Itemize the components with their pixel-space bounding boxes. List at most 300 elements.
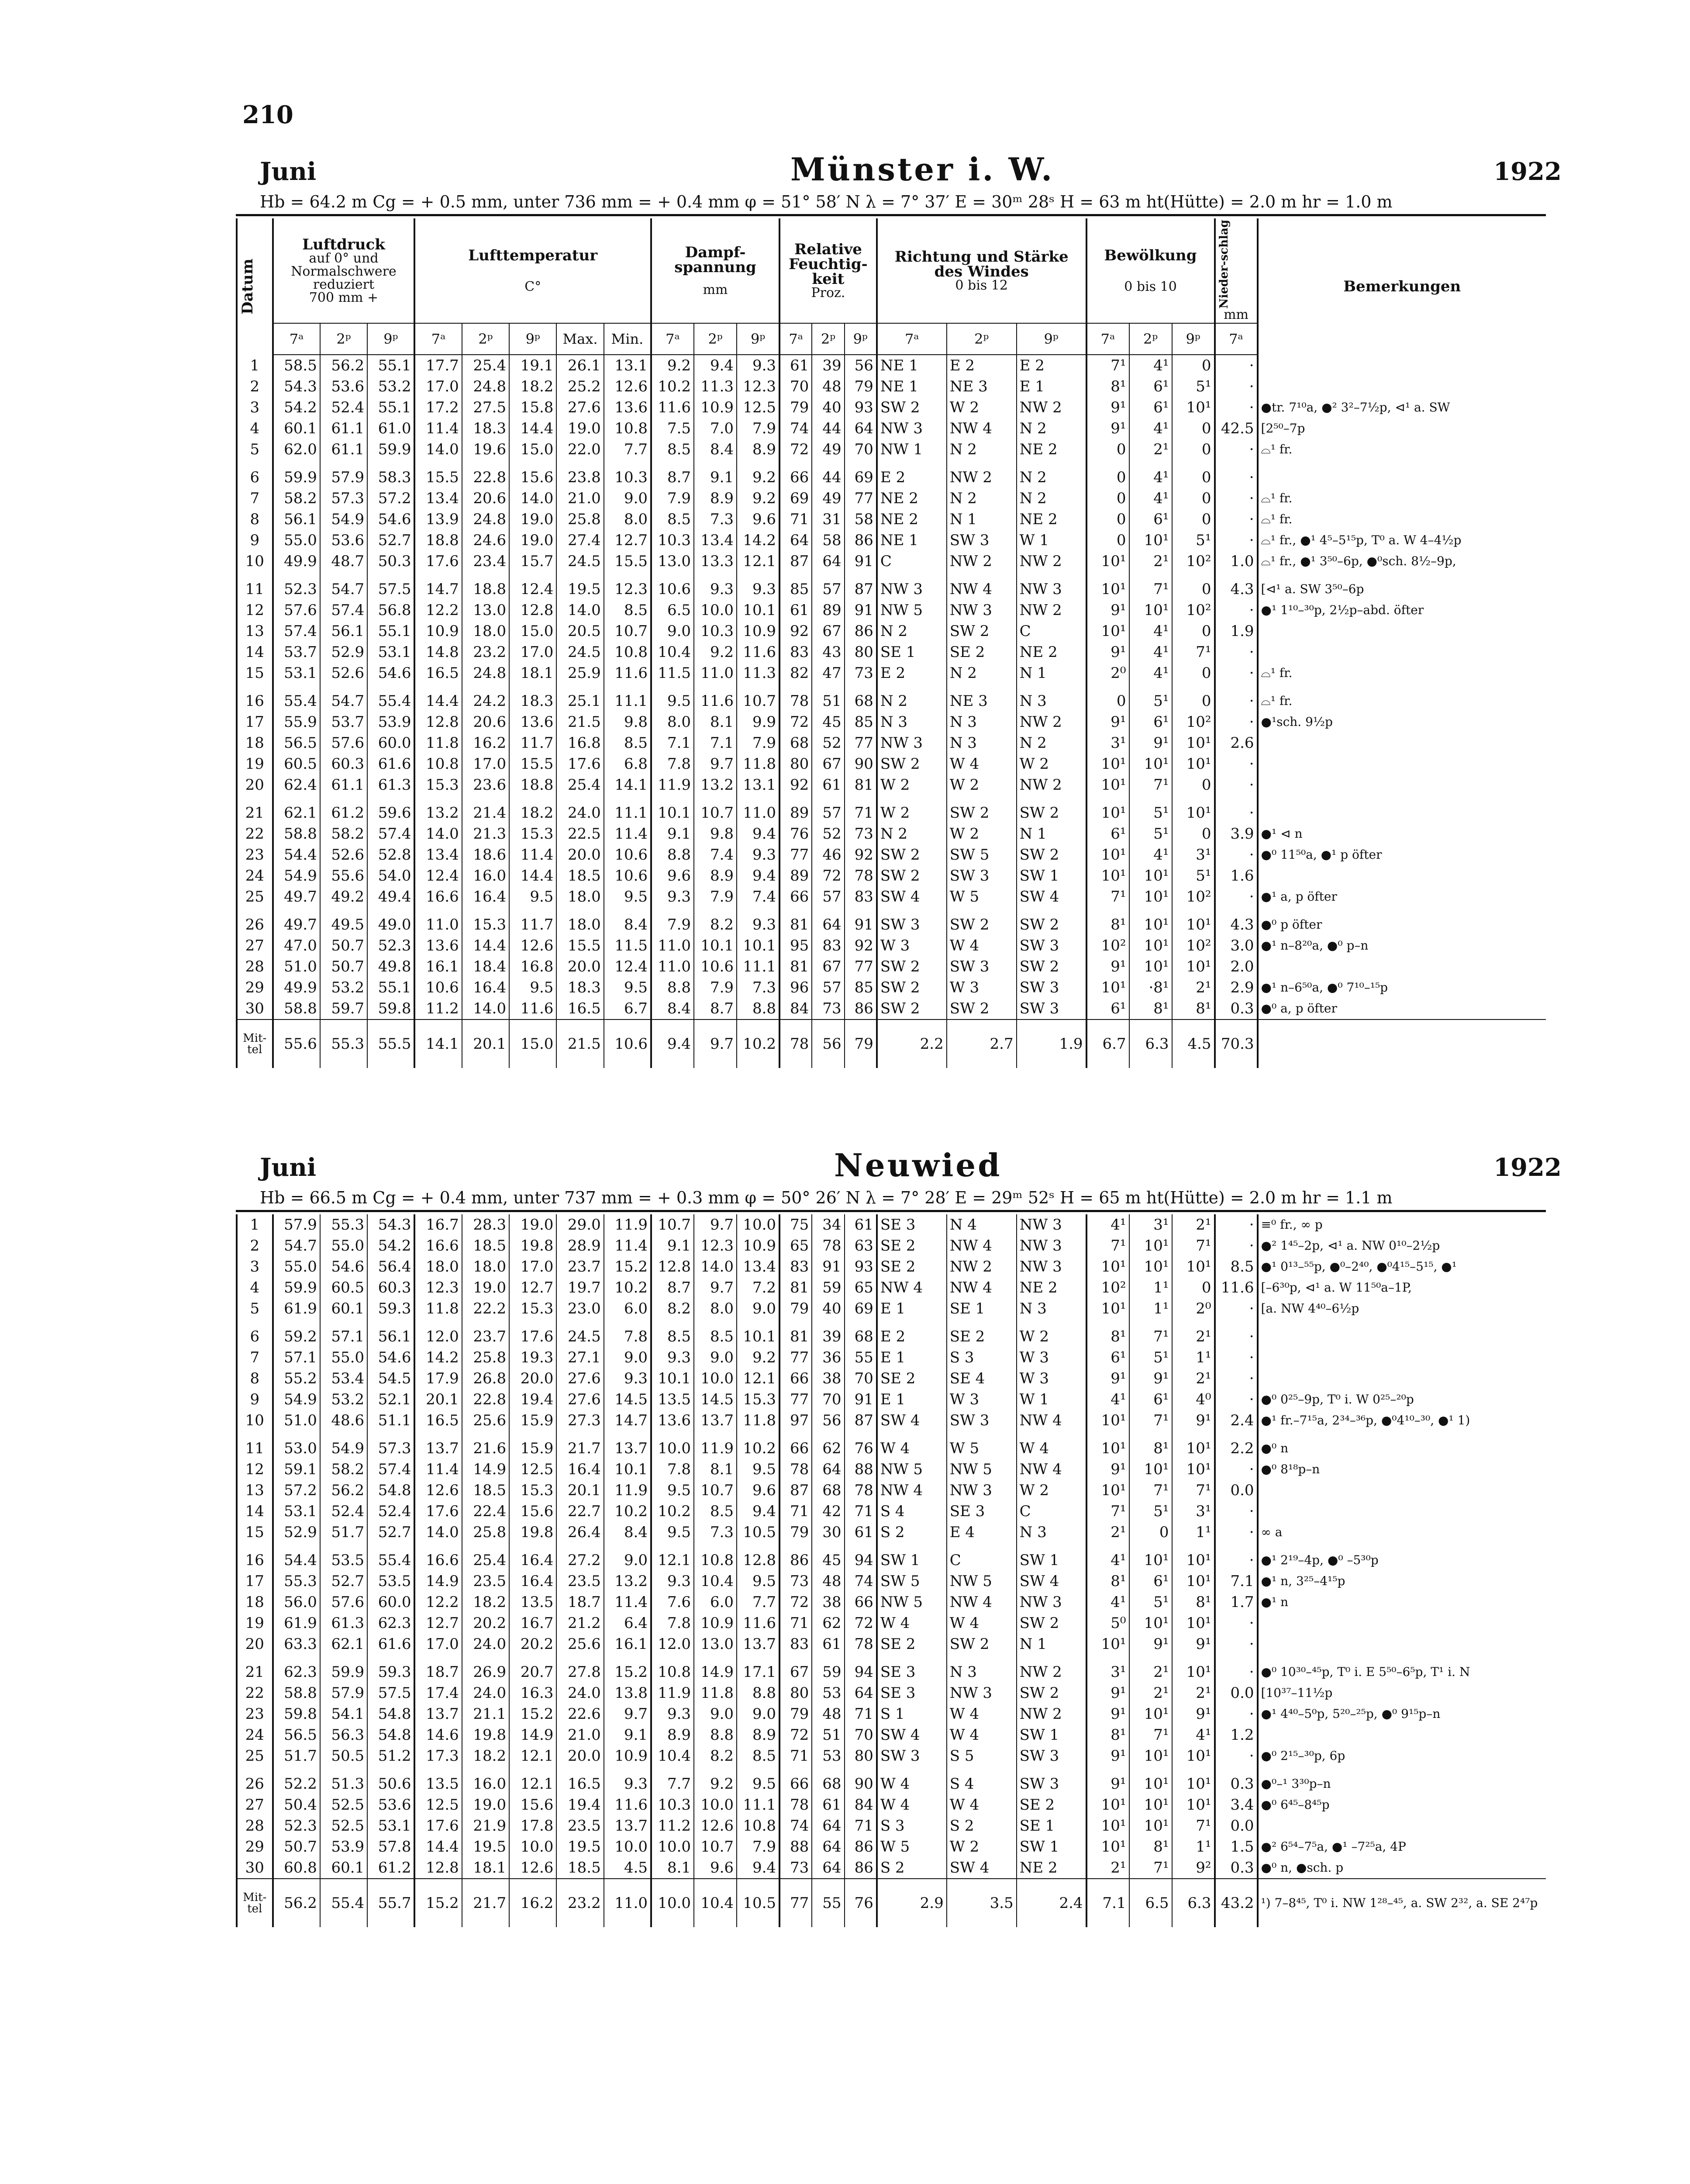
cell-tmax: 14.0 [556, 600, 604, 621]
cell-f7: 66 [779, 1368, 812, 1389]
cell-w2: W 5 [947, 886, 1017, 907]
cell-tmax: 24.5 [556, 551, 604, 572]
cell-remark: ●⁰ a, p öfter [1258, 998, 1546, 1019]
cell-p9: 55.1 [367, 621, 414, 642]
cell-p2: 54.7 [320, 572, 367, 600]
cell-w7: SE 3 [877, 1214, 947, 1235]
cell-f7: 97 [779, 1410, 812, 1431]
cell-t2: 18.2 [462, 1745, 509, 1766]
table-row [237, 1766, 1546, 1794]
cell-w7: NE 2 [877, 509, 947, 530]
cell-c2: 7¹ [1129, 1480, 1172, 1501]
cell-c2: 10¹ [1129, 1794, 1172, 1815]
cell-f9: 74 [845, 1571, 877, 1592]
cell-p7: 55.2 [273, 1368, 320, 1389]
cell-e7: 11.0 [651, 956, 694, 977]
cell-f9: 80 [845, 642, 877, 663]
cell-c7: 7¹ [1086, 1501, 1129, 1522]
cell-f2: 48 [812, 1704, 844, 1724]
cell-rr: · [1215, 1634, 1258, 1655]
cell-c9: 10¹ [1172, 1256, 1215, 1277]
cell-e2: 8.2 [694, 1745, 737, 1766]
cell-f2: 30 [812, 1522, 844, 1543]
cell-f7: 66 [779, 886, 812, 907]
cell-p7: 52.9 [273, 1522, 320, 1543]
mean-w7: 2.2 [877, 1019, 947, 1068]
mean-p7: 56.2 [273, 1879, 320, 1927]
cell-w9: SE 1 [1017, 1815, 1086, 1836]
cell-e7: 11.0 [651, 935, 694, 956]
cell-w2: W 3 [947, 1389, 1017, 1410]
cell-f2: 58 [812, 530, 844, 551]
table-row [237, 488, 1546, 509]
cell-p2: 53.9 [320, 1836, 367, 1857]
cell-p7: 59.1 [273, 1459, 320, 1480]
cell-t9: 14.4 [509, 865, 556, 886]
cell-w9: NE 2 [1017, 509, 1086, 530]
cell-e9: 13.1 [737, 774, 779, 795]
cell-f9: 91 [845, 600, 877, 621]
cell-p7: 50.7 [273, 1836, 320, 1857]
cell-w7: SW 4 [877, 1724, 947, 1745]
cell-e7: 8.5 [651, 1319, 694, 1347]
table-row [237, 1214, 1546, 1235]
mean-tmin: 10.6 [604, 1019, 651, 1068]
cell-t2: 24.6 [462, 530, 509, 551]
cell-c7: 4¹ [1086, 1214, 1129, 1235]
cell-w9: NW 3 [1017, 1256, 1086, 1277]
cell-e7: 8.7 [651, 460, 694, 488]
cell-c9: 0 [1172, 823, 1215, 844]
cell-f7: 79 [779, 1298, 812, 1319]
cell-f2: 53 [812, 1745, 844, 1766]
cell-t2: 24.8 [462, 663, 509, 684]
cell-t7: 17.6 [414, 1815, 462, 1836]
cell-e7: 8.8 [651, 844, 694, 865]
cell-t9: 19.0 [509, 509, 556, 530]
cell-e2: 10.0 [694, 1794, 737, 1815]
cell-t9: 18.2 [509, 376, 556, 397]
cell-w2: S 4 [947, 1766, 1017, 1794]
cell-f2: 45 [812, 712, 844, 733]
cell-remark: ●⁰ p öfter [1258, 907, 1546, 935]
cell-p2: 57.4 [320, 600, 367, 621]
cell-t9: 11.4 [509, 844, 556, 865]
table-row [237, 774, 1546, 795]
cell-tmax: 28.9 [556, 1235, 604, 1256]
cell-e2: 9.7 [694, 1277, 737, 1298]
cell-tmin: 11.6 [604, 663, 651, 684]
cell-f2: 67 [812, 956, 844, 977]
cell-f7: 70 [779, 376, 812, 397]
table-row [237, 551, 1546, 572]
cell-p9: 55.4 [367, 684, 414, 712]
cell-e7: 10.2 [651, 376, 694, 397]
cell-w2: SW 3 [947, 865, 1017, 886]
cell-f9: 86 [845, 530, 877, 551]
cell-c9: 10¹ [1172, 733, 1215, 753]
cell-tmin: 10.1 [604, 1459, 651, 1480]
cell-c9: 10¹ [1172, 795, 1215, 823]
cell-e2: 10.9 [694, 397, 737, 418]
cell-remark: ⌓¹ fr. [1258, 509, 1546, 530]
cell-t9: 16.4 [509, 1543, 556, 1571]
cell-p2: 57.6 [320, 733, 367, 753]
cell-f7: 89 [779, 795, 812, 823]
cell-t9: 15.0 [509, 439, 556, 460]
cell-tmax: 15.5 [556, 935, 604, 956]
cell-w2: W 2 [947, 397, 1017, 418]
year-label: 1922 [1493, 157, 1562, 186]
cell-day: 10 [237, 551, 273, 572]
cell-p7: 58.5 [273, 355, 320, 376]
cell-e9: 10.5 [737, 1522, 779, 1543]
cell-w9: SW 2 [1017, 956, 1086, 977]
cell-f9: 86 [845, 998, 877, 1019]
cell-p7: 51.0 [273, 1410, 320, 1431]
cell-w9: SW 2 [1017, 795, 1086, 823]
cell-tmin: 15.2 [604, 1655, 651, 1683]
page-number: 210 [242, 100, 293, 129]
cell-t7: 12.3 [414, 1277, 462, 1298]
cell-t7: 11.0 [414, 907, 462, 935]
cell-e7: 11.9 [651, 774, 694, 795]
cell-tmin: 6.8 [604, 753, 651, 774]
cell-tmin: 13.7 [604, 1431, 651, 1459]
cell-e7: 10.3 [651, 530, 694, 551]
cell-f9: 85 [845, 977, 877, 998]
cell-t2: 18.4 [462, 956, 509, 977]
cell-rr: 4.3 [1215, 907, 1258, 935]
cell-w2: N 1 [947, 509, 1017, 530]
table-row [237, 1724, 1546, 1745]
cell-f7: 76 [779, 823, 812, 844]
cell-t9: 14.0 [509, 488, 556, 509]
cell-rr: 0.3 [1215, 998, 1258, 1019]
cell-tmin: 12.6 [604, 376, 651, 397]
cell-day: 8 [237, 509, 273, 530]
cell-c2: 10¹ [1129, 1815, 1172, 1836]
cell-c9: 0 [1172, 621, 1215, 642]
cell-tmax: 16.4 [556, 1459, 604, 1480]
cell-w9: W 1 [1017, 1389, 1086, 1410]
cell-e7: 7.5 [651, 418, 694, 439]
cell-c2: 4¹ [1129, 663, 1172, 684]
cell-tmax: 19.7 [556, 1277, 604, 1298]
cell-c7: 7¹ [1086, 355, 1129, 376]
cell-remark: ●⁰ 10³⁰–⁴⁵p, T⁰ i. E 5⁵⁰–6⁵p, T¹ i. N [1258, 1655, 1546, 1683]
cell-rr: · [1215, 1459, 1258, 1480]
cell-e2: 12.6 [694, 1815, 737, 1836]
cell-t7: 17.7 [414, 355, 462, 376]
cell-tmax: 20.0 [556, 844, 604, 865]
cell-f2: 57 [812, 977, 844, 998]
mean-p7: 55.6 [273, 1019, 320, 1068]
cell-c9: 10¹ [1172, 397, 1215, 418]
cell-rr: · [1215, 355, 1258, 376]
cell-c2: 10¹ [1129, 1235, 1172, 1256]
cell-p2: 54.9 [320, 1431, 367, 1459]
cell-w9: W 3 [1017, 1368, 1086, 1389]
cell-tmax: 22.6 [556, 1704, 604, 1724]
cell-c7: 8¹ [1086, 376, 1129, 397]
station-subheader: Hb = 64.2 m Cg = + 0.5 mm, unter 736 mm = + 0.4 mm φ = 51° 58′ N λ = 7° 37′ E = 30ᵐ 28ˢ H = 63 m ht(Hütte) = 2.0 m hr = 1.0 m [260, 192, 1393, 211]
cell-day: 25 [237, 886, 273, 907]
cell-f2: 57 [812, 572, 844, 600]
cell-remark: [–6³⁰p, ⊲¹ a. W 11⁵⁰a–1P, [1258, 1277, 1546, 1298]
cell-rr: 1.7 [1215, 1592, 1258, 1613]
cell-t7: 15.5 [414, 460, 462, 488]
cell-w2: NW 5 [947, 1459, 1017, 1480]
cell-e2: 13.3 [694, 551, 737, 572]
cell-day: 5 [237, 439, 273, 460]
cell-f9: 56 [845, 355, 877, 376]
cell-rr: · [1215, 1543, 1258, 1571]
cell-p2: 50.5 [320, 1745, 367, 1766]
humidity-header: Relative Feuchtig-keit Proz. [779, 218, 877, 323]
cell-w7: W 2 [877, 774, 947, 795]
cell-t2: 19.0 [462, 1794, 509, 1815]
cell-f2: 44 [812, 418, 844, 439]
cell-p2: 55.3 [320, 1214, 367, 1235]
cell-f7: 81 [779, 1277, 812, 1298]
cell-e9: 10.0 [737, 1214, 779, 1235]
cell-w7: S 2 [877, 1522, 947, 1543]
cell-c7: 7¹ [1086, 886, 1129, 907]
cell-c2: 4¹ [1129, 642, 1172, 663]
cell-f2: 89 [812, 600, 844, 621]
cell-e7: 9.3 [651, 1347, 694, 1368]
cell-t2: 22.2 [462, 1298, 509, 1319]
cell-c2: 5¹ [1129, 1501, 1172, 1522]
cell-rr: · [1215, 663, 1258, 684]
cell-tmax: 16.5 [556, 998, 604, 1019]
cell-c9: 10¹ [1172, 1766, 1215, 1794]
cell-day: 1 [237, 355, 273, 376]
cell-e7: 7.9 [651, 907, 694, 935]
cell-t9: 11.7 [509, 907, 556, 935]
cell-rr: 1.2 [1215, 1724, 1258, 1745]
cell-c9: 10¹ [1172, 1571, 1215, 1592]
cell-c9: 10¹ [1172, 1745, 1215, 1766]
cell-w2: SE 3 [947, 1501, 1017, 1522]
cell-w9: N 1 [1017, 1634, 1086, 1655]
cell-remark [1258, 1319, 1546, 1347]
cell-t2: 18.0 [462, 1256, 509, 1277]
cell-tmin: 10.6 [604, 844, 651, 865]
cell-f2: 40 [812, 397, 844, 418]
cell-t9: 20.7 [509, 1655, 556, 1683]
cell-f7: 83 [779, 642, 812, 663]
cell-w7: SW 2 [877, 998, 947, 1019]
cell-tmax: 24.0 [556, 1683, 604, 1704]
cell-c2: 5¹ [1129, 684, 1172, 712]
cell-t9: 12.1 [509, 1745, 556, 1766]
cell-p9: 57.2 [367, 488, 414, 509]
cell-e9: 17.1 [737, 1655, 779, 1683]
cell-rr: · [1215, 1319, 1258, 1347]
cell-tmax: 29.0 [556, 1214, 604, 1235]
cell-c7: 10¹ [1086, 1794, 1129, 1815]
cell-p9: 54.5 [367, 1368, 414, 1389]
cell-c9: 10² [1172, 551, 1215, 572]
mean-p9: 55.7 [367, 1879, 414, 1927]
cell-w2: SE 1 [947, 1298, 1017, 1319]
cell-f9: 61 [845, 1522, 877, 1543]
cell-f9: 63 [845, 1235, 877, 1256]
cell-c2: 10¹ [1129, 865, 1172, 886]
cell-tmin: 9.5 [604, 886, 651, 907]
cell-rr: · [1215, 1298, 1258, 1319]
cell-f2: 42 [812, 1501, 844, 1522]
cell-day: 5 [237, 1298, 273, 1319]
cell-e2: 7.3 [694, 509, 737, 530]
cell-p2: 56.3 [320, 1724, 367, 1745]
cell-c2: 2¹ [1129, 551, 1172, 572]
cell-p2: 48.7 [320, 551, 367, 572]
cell-w2: SW 3 [947, 1410, 1017, 1431]
cell-p7: 53.0 [273, 1431, 320, 1459]
cell-c2: 10¹ [1129, 1766, 1172, 1794]
cell-t7: 16.6 [414, 1235, 462, 1256]
cell-f2: 52 [812, 733, 844, 753]
cell-p9: 61.6 [367, 753, 414, 774]
cell-t2: 18.0 [462, 621, 509, 642]
cell-w7: N 2 [877, 823, 947, 844]
cell-remark [1258, 1815, 1546, 1836]
mean-tmin: 11.0 [604, 1879, 651, 1927]
cell-e7: 10.1 [651, 795, 694, 823]
cell-e9: 9.2 [737, 1347, 779, 1368]
table-row [237, 1683, 1546, 1704]
table-row [237, 600, 1546, 621]
mean-f7: 78 [779, 1019, 812, 1068]
cell-tmin: 9.8 [604, 712, 651, 733]
cell-f9: 78 [845, 865, 877, 886]
cell-w9: SW 2 [1017, 907, 1086, 935]
cell-p2: 61.3 [320, 1613, 367, 1634]
cell-tmin: 6.4 [604, 1613, 651, 1634]
cell-day: 30 [237, 998, 273, 1019]
cell-t9: 17.0 [509, 642, 556, 663]
cell-w2: S 3 [947, 1347, 1017, 1368]
cell-w2: W 2 [947, 1836, 1017, 1857]
cell-day: 1 [237, 1214, 273, 1235]
table-row [237, 1277, 1546, 1298]
cell-w2: S 2 [947, 1815, 1017, 1836]
cell-w9: W 1 [1017, 530, 1086, 551]
table-row [237, 1235, 1546, 1256]
cell-remark: ●⁰ 6⁴⁵–8⁴⁵p [1258, 1794, 1546, 1815]
cell-e9: 9.9 [737, 712, 779, 733]
cell-remark: ⌓¹ fr., ●¹ 4⁵–5¹⁵p, T⁰ a. W 4–4½p [1258, 530, 1546, 551]
cell-f2: 83 [812, 935, 844, 956]
cell-w7: SW 2 [877, 844, 947, 865]
table-row [237, 733, 1546, 753]
cell-tmax: 25.1 [556, 684, 604, 712]
cell-e9: 13.4 [737, 1256, 779, 1277]
cell-e7: 6.5 [651, 600, 694, 621]
cell-c9: 0 [1172, 572, 1215, 600]
cell-t9: 15.2 [509, 1704, 556, 1724]
cell-c7: 10¹ [1086, 1298, 1129, 1319]
cell-p2: 55.0 [320, 1347, 367, 1368]
cell-w7: SW 3 [877, 1745, 947, 1766]
cell-e2: 6.0 [694, 1592, 737, 1613]
cell-t9: 15.5 [509, 753, 556, 774]
cell-remark [1258, 1480, 1546, 1501]
cell-day: 19 [237, 753, 273, 774]
cell-c2: 10¹ [1129, 1459, 1172, 1480]
table-row [237, 1592, 1546, 1613]
cell-f9: 65 [845, 1277, 877, 1298]
cell-t2: 26.8 [462, 1368, 509, 1389]
cell-p2: 54.6 [320, 1256, 367, 1277]
cell-p2: 57.9 [320, 460, 367, 488]
cell-f7: 92 [779, 621, 812, 642]
cell-c7: 8¹ [1086, 1319, 1129, 1347]
cell-t2: 21.6 [462, 1431, 509, 1459]
cell-tmax: 19.5 [556, 572, 604, 600]
cell-f2: 57 [812, 886, 844, 907]
cell-w2: W 5 [947, 1431, 1017, 1459]
cell-c7: 10¹ [1086, 753, 1129, 774]
cell-w2: W 2 [947, 774, 1017, 795]
cell-t7: 14.0 [414, 823, 462, 844]
cell-remark: ●¹ a, p öfter [1258, 886, 1546, 907]
cell-p9: 59.3 [367, 1655, 414, 1683]
cell-c2: 8¹ [1129, 1836, 1172, 1857]
table-row [237, 1501, 1546, 1522]
cell-t9: 19.0 [509, 530, 556, 551]
cell-p7: 57.6 [273, 600, 320, 621]
cell-f9: 73 [845, 823, 877, 844]
date-header: Datum [237, 218, 273, 355]
cell-t2: 24.8 [462, 376, 509, 397]
cell-day: 22 [237, 823, 273, 844]
table-row [237, 753, 1546, 774]
cell-tmin: 11.5 [604, 935, 651, 956]
cell-f2: 61 [812, 1794, 844, 1815]
cell-t2: 24.0 [462, 1634, 509, 1655]
table-row [237, 1368, 1546, 1389]
table-row [237, 1655, 1546, 1683]
cell-day: 4 [237, 418, 273, 439]
cell-f9: 78 [845, 1480, 877, 1501]
cell-e7: 12.0 [651, 1634, 694, 1655]
cell-f2: 45 [812, 1543, 844, 1571]
cell-tmax: 20.0 [556, 1745, 604, 1766]
cell-w7: SW 4 [877, 1410, 947, 1431]
cell-p9: 54.8 [367, 1724, 414, 1745]
cell-p2: 53.6 [320, 530, 367, 551]
cell-w7: E 2 [877, 460, 947, 488]
cell-c7: 0 [1086, 460, 1129, 488]
cell-w9: E 1 [1017, 376, 1086, 397]
cell-w2: W 2 [947, 823, 1017, 844]
cell-rr: · [1215, 530, 1258, 551]
cell-f2: 78 [812, 1235, 844, 1256]
cell-t9: 18.1 [509, 663, 556, 684]
cell-f9: 81 [845, 774, 877, 795]
cell-f2: 64 [812, 1857, 844, 1879]
cell-tmax: 21.2 [556, 1613, 604, 1634]
cell-e2: 13.2 [694, 774, 737, 795]
cell-f2: 51 [812, 1724, 844, 1745]
cell-c7: 10¹ [1086, 795, 1129, 823]
cell-w7: NE 1 [877, 355, 947, 376]
cell-w7: NW 3 [877, 418, 947, 439]
